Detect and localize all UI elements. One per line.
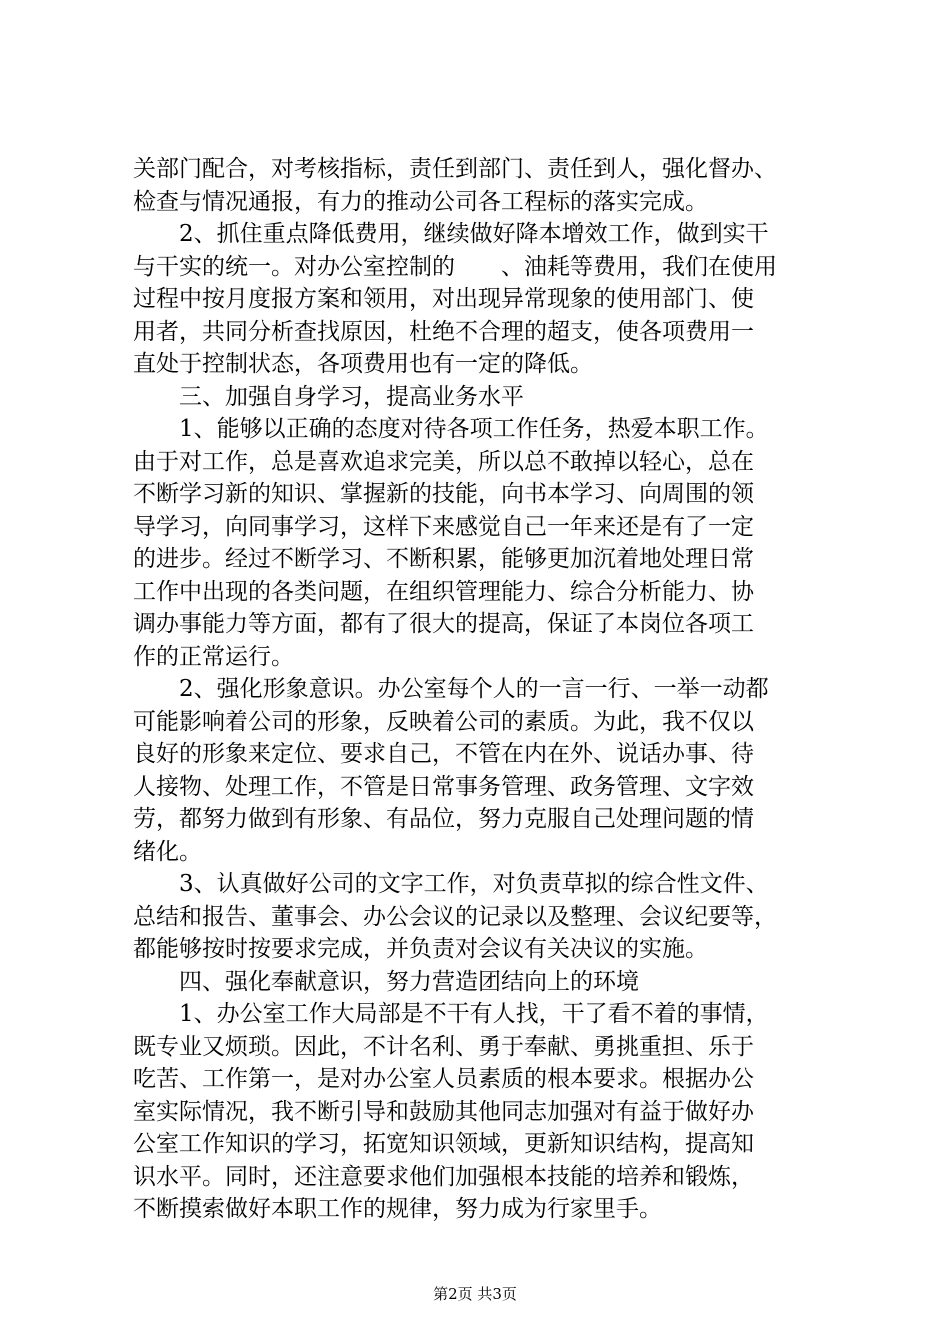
text-line: 直处于控制状态，各项费用也有一定的降低。 xyxy=(133,351,593,377)
text-line: 关部门配合，对考核指标，责任到部门、责任到人，强化督办、 xyxy=(133,156,777,182)
text-line: 2、强化形象意识。办公室每个人的一言一行、一举一动都 xyxy=(133,676,769,702)
text-line: 导学习，向同事学习，这样下来感觉自己一年来还是有了一定 xyxy=(133,513,754,540)
text-line: 工作中出现的各类问题，在组织管理能力、综合分析能力、协 xyxy=(133,578,754,605)
body-text xyxy=(133,153,833,1226)
text-line: 识水平。同时，还注意要求他们加强根本技能的培养和锻炼， xyxy=(133,1163,754,1190)
text-line: 用者，共同分析查找原因，杜绝不合理的超支，使各项费用一 xyxy=(133,318,754,345)
page-footer: 第2页 共3页 xyxy=(433,1285,517,1303)
text-line: 3、认真做好公司的文字工作，对负责草拟的综合性文件、 xyxy=(133,871,769,897)
text-line: 既专业又烦琐。因此，不计名利、勇于奉献、勇挑重担、乐于 xyxy=(133,1033,754,1060)
text-line: 人接物、处理工作，不管是日常事务管理、政务管理、文字效 xyxy=(133,773,754,800)
text-line: 总结和报告、董事会、办公会议的记录以及整理、会议纪要等， xyxy=(133,903,777,930)
text-line: 室实际情况，我不断引导和鼓励其他同志加强对有益于做好办 xyxy=(133,1098,754,1125)
text-line: 都能够按时按要求完成，并负责对会议有关决议的实施。 xyxy=(133,936,708,962)
text-line: 由于对工作，总是喜欢追求完美，所以总不敢掉以轻心，总在 xyxy=(133,448,754,475)
text-line: 1、能够以正确的态度对待各项工作任务，热爱本职工作。 xyxy=(133,416,769,442)
text-line: 过程中按月度报方案和领用，对出现异常现象的使用部门、使 xyxy=(133,286,754,312)
text-line: 三、加强自身学习，提高业务水平 xyxy=(133,383,524,410)
text-line: 可能影响着公司的形象，反映着公司的素质。为此，我不仅以 xyxy=(133,708,754,735)
text-line: 不断学习新的知识、掌握新的技能，向书本学习、向周围的领 xyxy=(133,481,754,507)
text-line: 不断摸索做好本职工作的规律，努力成为行家里手。 xyxy=(133,1196,662,1222)
text-line: 1、办公室工作大局部是不干有人找，干了看不着的事情， xyxy=(133,1001,769,1027)
text-line: 作的正常运行。 xyxy=(133,643,294,670)
text-line: 检查与情况通报，有力的推动公司各工程标的落实完成。 xyxy=(133,188,708,215)
text-line: 绪化。 xyxy=(133,838,202,865)
text-line: 的进步。经过不断学习、不断积累，能够更加沉着地处理日常 xyxy=(133,546,754,572)
text-line: 与干实的统一。对办公室控制的 、油耗等费用，我们在使用 xyxy=(133,253,777,280)
text-line: 四、强化奉献意识，努力营造团结向上的环境 xyxy=(133,968,639,995)
text-line: 吃苦、工作第一，是对办公室人员素质的根本要求。根据办公 xyxy=(133,1066,754,1092)
text-line: 良好的形象来定位、要求自己，不管在内在外、说话办事、待 xyxy=(133,741,754,767)
text-line: 公室工作知识的学习，拓宽知识领域，更新知识结构，提高知 xyxy=(133,1131,754,1157)
text-line: 调办事能力等方面，都有了很大的提高，保证了本岗位各项工 xyxy=(133,611,754,637)
text-line: 劳，都努力做到有形象、有品位，努力克服自己处理问题的情 xyxy=(133,806,754,832)
text-line: 2、抓住重点降低费用，继续做好降本增效工作，做到实干 xyxy=(133,221,769,247)
